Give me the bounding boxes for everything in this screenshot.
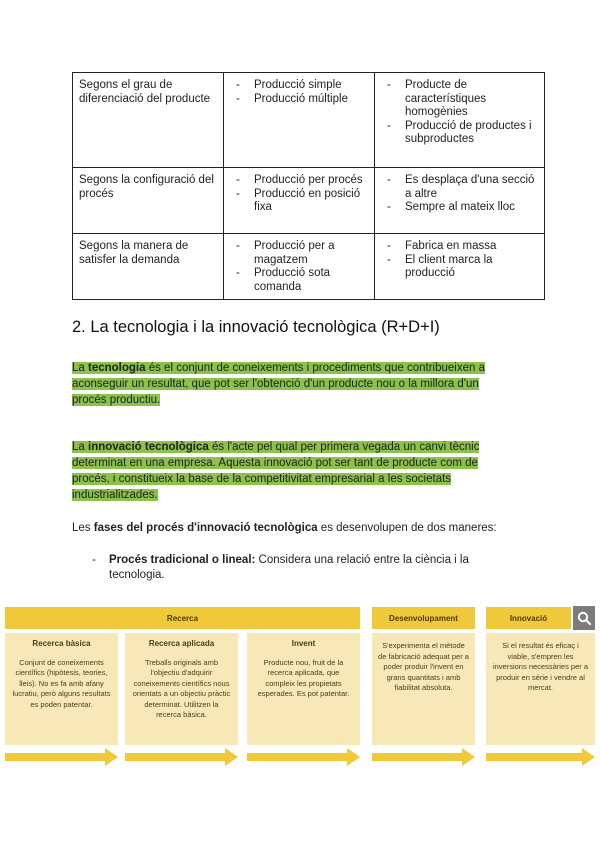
list-item: - Producte de característiques homogènies: [381, 79, 538, 120]
arrow-desenvolupament: [372, 748, 476, 766]
bullet-dash: -: [92, 554, 96, 566]
box-title: Invent: [291, 639, 316, 648]
paragraph-text: La: [72, 441, 88, 453]
table-row: [73, 73, 545, 168]
list-item: - Producció de productes i subproductes: [381, 120, 538, 147]
list-item: - Producció simple: [230, 79, 368, 93]
paragraph-text: Considera una relació entre la ciència i la tecnologia.: [109, 554, 469, 581]
section-heading: 2. La tecnologia i la innovació tecnològica (R+D+I): [72, 318, 440, 336]
box-text: Treballs originals amb l'objectiu d'adquirir coneixements científics nous orientats a un objectiu pràctic determinat. Utilitzen la recerca bàsica.: [132, 657, 231, 719]
table-cell-criterion: Segons la configuració del procés: [73, 168, 224, 234]
table-cell-types: [224, 73, 375, 168]
box-invent: [247, 633, 360, 745]
term-tecnologia: tecnologia: [88, 362, 146, 374]
term-fases: fases del procés d'innovació tecnològica: [93, 522, 318, 534]
box-text: Conjunt de coneixements científics (hipòtesis, teories, lleis). No es fa amb afany lucratiu, però alguns resultats es poden patentar.: [12, 657, 111, 709]
arrow-invent: [247, 748, 361, 766]
box-text: S'experimenta el mètode de fabricació adequat per a poder produir l'invent en grans quantitats i amb fiabilitat absoluta.: [378, 641, 469, 692]
table-cell-types: [224, 168, 375, 234]
header-desenvolupament: Desenvolupament: [372, 607, 475, 629]
table-cell-criterion: Segons la manera de satisfer la demanda: [73, 234, 224, 300]
list-item: - Fabrica en massa: [381, 240, 538, 254]
box-text: Producte nou, fruit de la recerca aplicada, que compleix les propietats esperades. Es pot patentar.: [257, 657, 350, 698]
box-desenvolupament: [372, 633, 475, 745]
box-innovacio: [486, 633, 595, 745]
list-item: - Producció en posició fixa: [230, 188, 368, 215]
table-row: [73, 168, 545, 234]
paragraph-tecnologia: [72, 360, 512, 408]
table-cell-criterion: Segons el grau de diferenciació del producte: [73, 73, 224, 168]
table-row: [73, 234, 545, 300]
table-cell-examples: [375, 234, 545, 300]
paragraph-text: es desenvolupen de dos maneres:: [317, 522, 497, 534]
table-cell-examples: [375, 73, 545, 168]
box-text: Si el resultat és eficaç i viable, s'empren les inversions necessàries per a produir en sèrie i vendre al mercat.: [492, 641, 589, 692]
table-cell-examples: [375, 168, 545, 234]
paragraph-fases: [72, 520, 542, 536]
paragraph-innovacio: [72, 439, 512, 503]
term-innovacio: innovació tecnològica: [88, 441, 209, 453]
list-item: - Sempre al mateix lloc: [381, 201, 538, 215]
table-cell-types: [224, 234, 375, 300]
paragraph-text: és el conjunt de coneixements i procediments que contribueixen a aconseguir un resultat, que pot ser l'obtenció d'un producte nou o la millora d'un procés productiu.: [72, 362, 485, 406]
arrow-recerca-basica: [5, 748, 119, 766]
list-item-proces-lineal: [92, 553, 522, 583]
box-recerca-aplicada: [125, 633, 238, 745]
header-recerca: Recerca: [5, 607, 360, 629]
box-title: Recerca aplicada: [148, 639, 215, 648]
paragraph-text: Les: [72, 522, 94, 534]
box-recerca-basica: [5, 633, 118, 745]
list-item: - Producció per a magatzem: [230, 240, 368, 267]
search-icon[interactable]: [573, 606, 595, 630]
box-title: Recerca bàsica: [32, 639, 91, 648]
arrow-innovacio: [486, 748, 596, 766]
list-item: - Producció sota comanda: [230, 267, 368, 294]
list-item: - Producció per procés: [230, 174, 368, 188]
list-item: - Producció múltiple: [230, 93, 368, 107]
term-proces-lineal: Procés tradicional o lineal:: [109, 554, 256, 566]
list-item: - El client marca la producció: [381, 254, 538, 281]
list-item: - Es desplaça d'una secció a altre: [381, 174, 538, 201]
classification-table: [72, 72, 545, 300]
paragraph-text: La: [72, 362, 88, 374]
search-icon-glyph: [577, 611, 591, 625]
header-innovacio: Innovació: [486, 607, 571, 629]
paragraph-text: és l'acte pel qual per primera vegada un canvi tècnic determinat en una empresa. Aquesta innovació pot ser tant de producte com de procés, i constitueix la base de la competitivitat empresarial a les societats industrialitzades.: [72, 441, 480, 501]
arrow-recerca-aplicada: [125, 748, 239, 766]
